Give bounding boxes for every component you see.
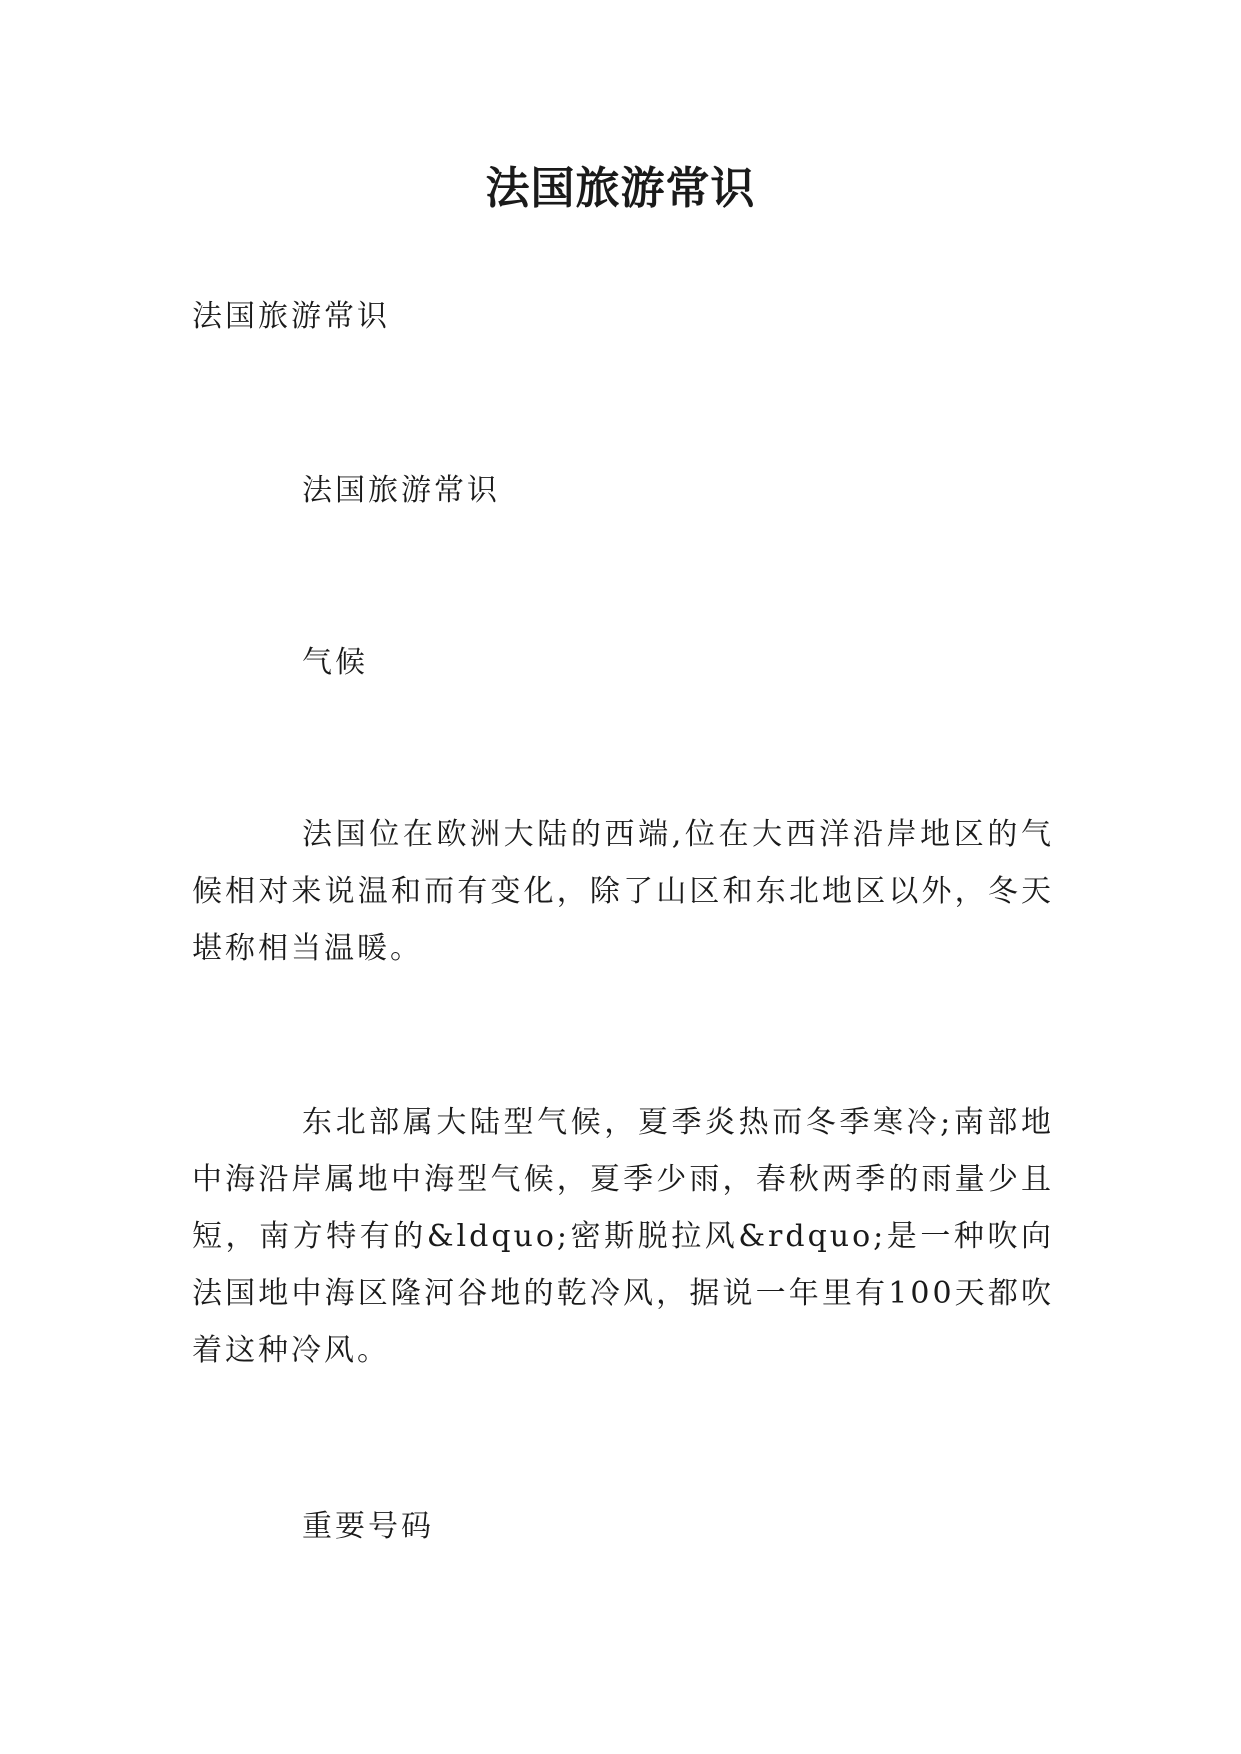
section-heading-climate: 气候: [302, 645, 368, 680]
document-title: 法国旅游常识: [485, 163, 756, 214]
paragraph-climate-regions: 东北部属大陆型气候，夏季炎热而冬季寒冷;南部地中海沿岸属地中海型气候，夏季少雨，春秋两季的雨量少且短，南方特有的&ldquo;密斯脱拉风&rdquo;是一种吹向法国地中海区隆河谷地的乾冷风，据说一年里有100天都吹着这种冷风。: [192, 1105, 1054, 1368]
paragraph-climate-overview: 法国位在欧洲大陆的西端,位在大西洋沿岸地区的气候相对来说温和而有变化，除了山区和东北地区以外，冬天堪称相当温暖。: [192, 817, 1054, 966]
paragraph-repeated-title: 法国旅游常识: [302, 473, 500, 508]
section-heading-important-numbers: 重要号码: [302, 1509, 434, 1544]
document-subtitle: 法国旅游常识: [192, 299, 390, 334]
